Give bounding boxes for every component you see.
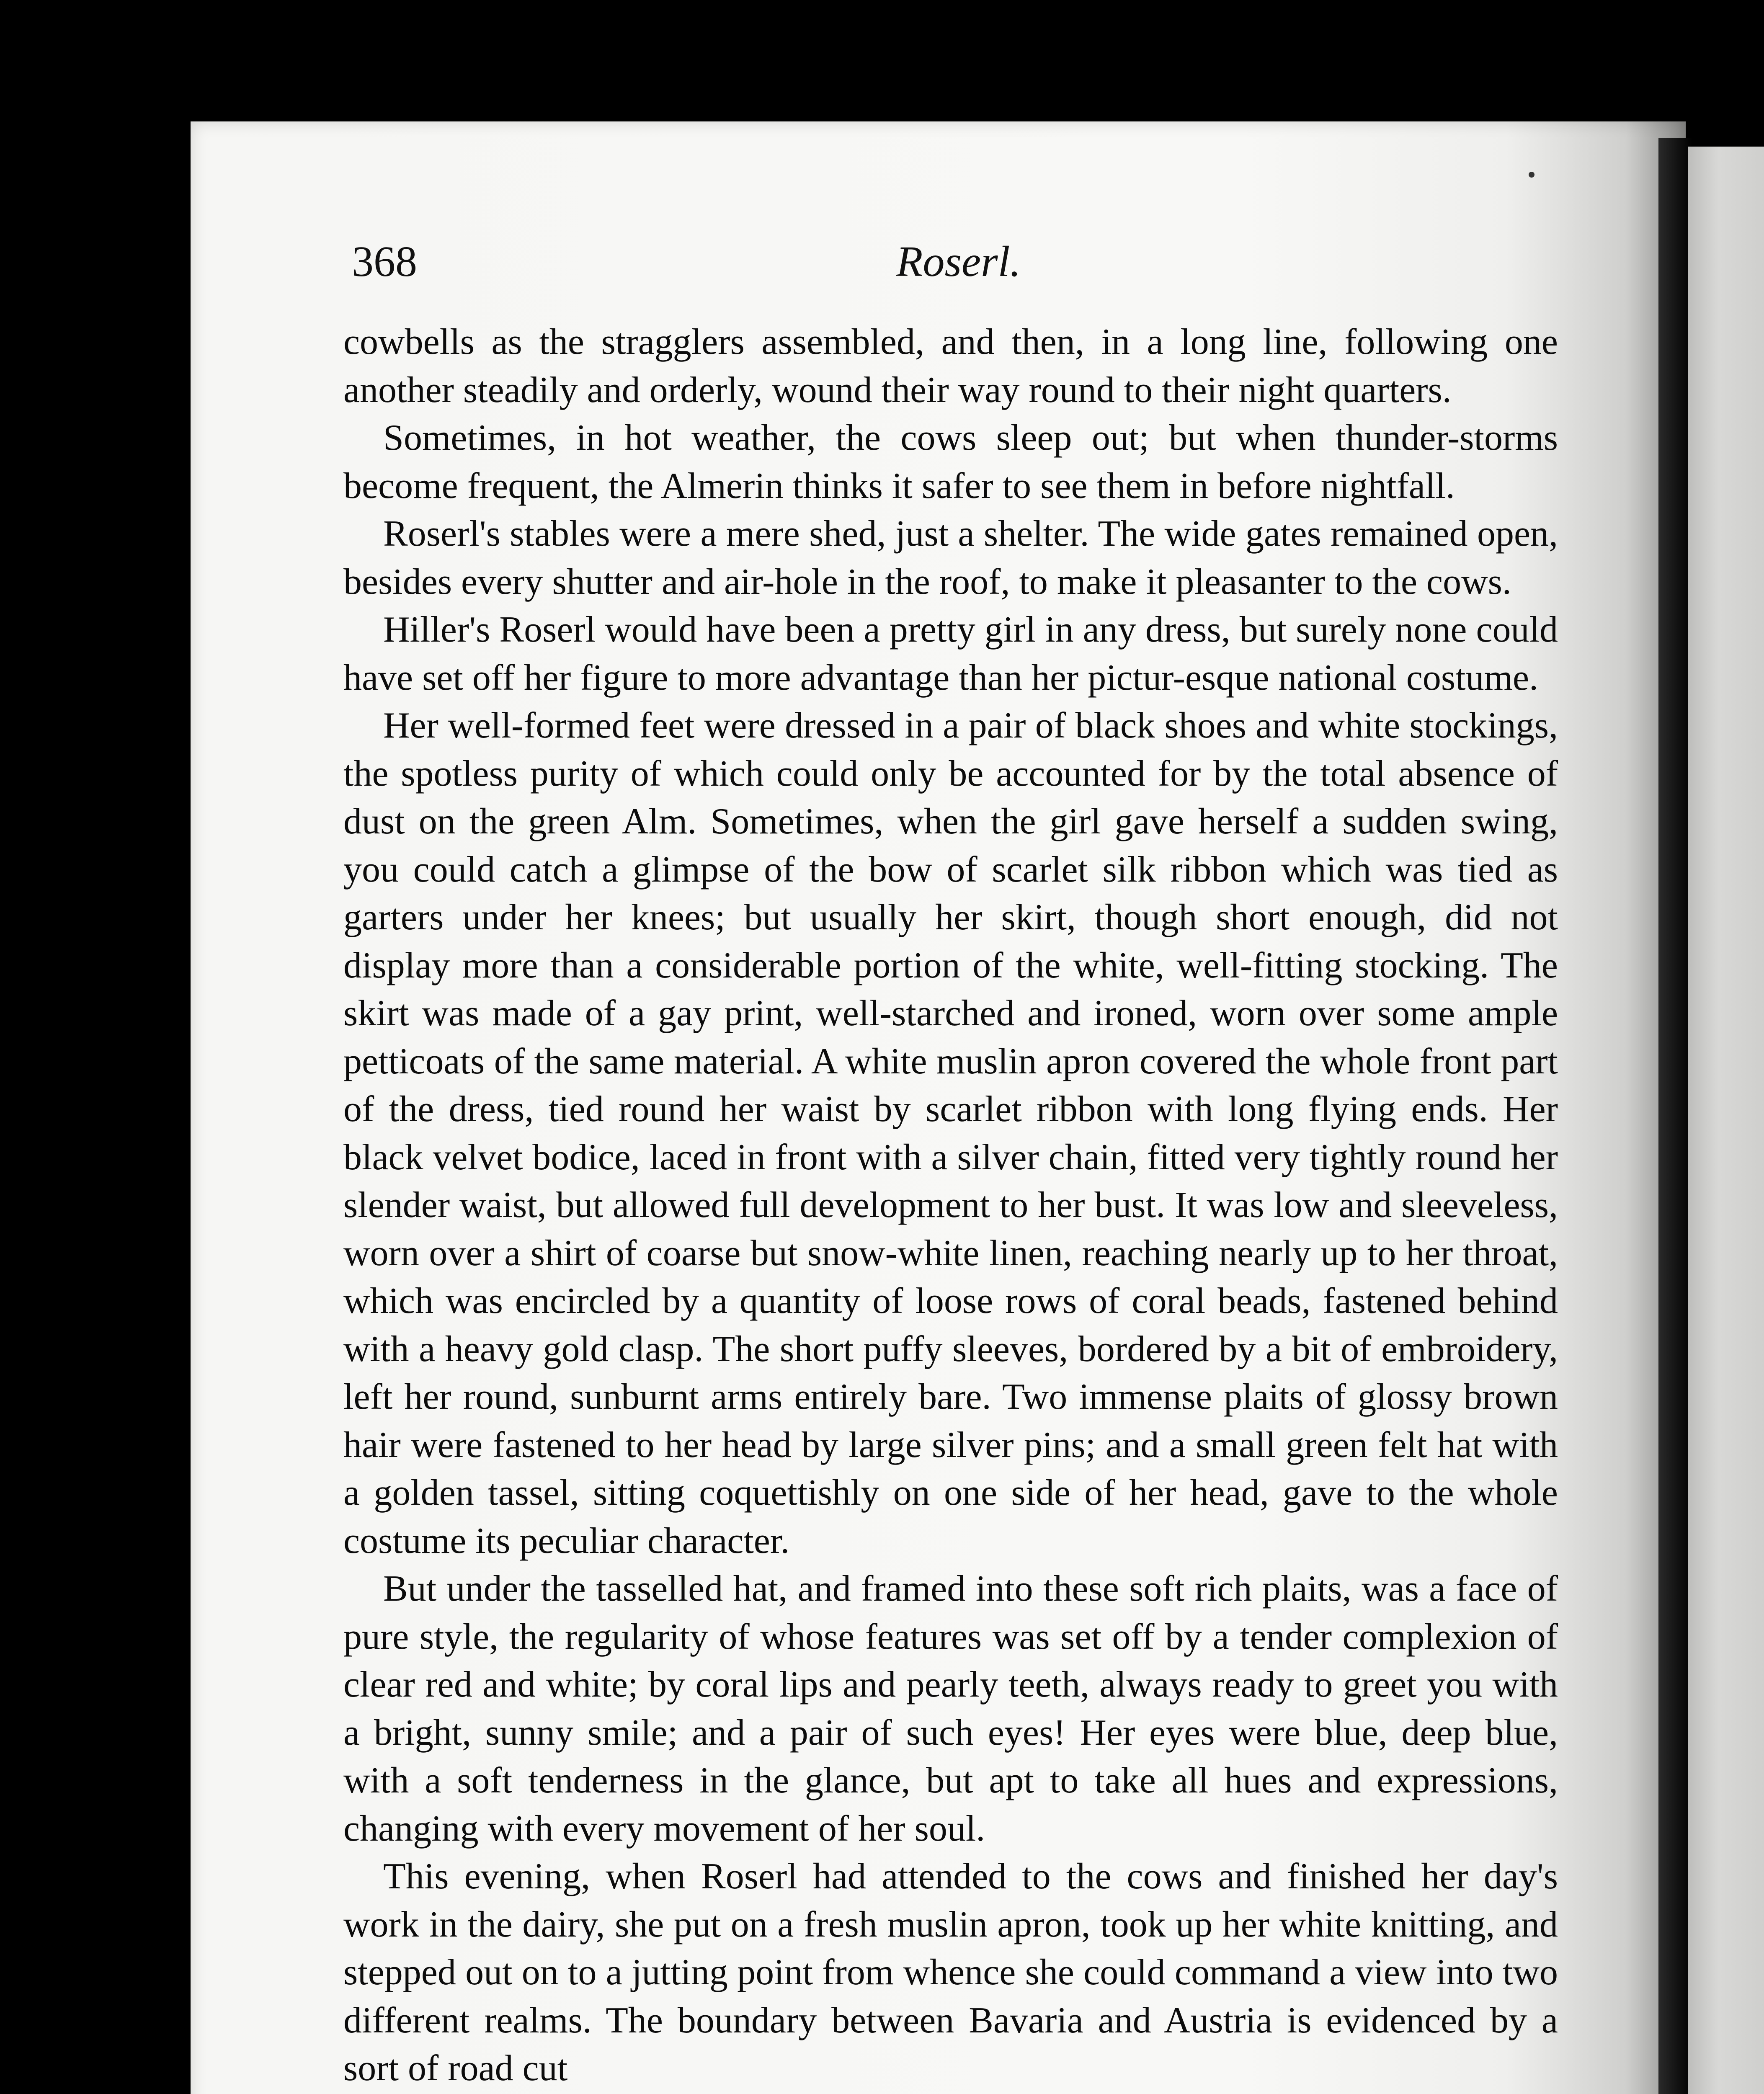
paragraph: But under the tasselled hat, and framed into these soft rich plaits, was a face of pure style, the regularity of whose features was set off by a tender complexion of clear red and white; by coral lips and pearly teeth, always ready to greet you with a bright, sunny smile; and a pair of such eyes! Her eyes were blue, deep blue, with a soft tenderness in the glance, but apt to take all hues and expressions, changing with every movement of her soul.: [343, 1568, 1558, 1849]
paragraph: cowbells as the stragglers assembled, and then, in a long line, following one another steadily and orderly, wound their way round to their night quarters.: [343, 322, 1558, 410]
running-title: Roserl.: [896, 237, 1021, 286]
paragraph: Hiller's Roserl would have been a pretty girl in any dress, but surely none could have set off her figure to more advantage than her pictur-esque national costume.: [343, 609, 1558, 698]
paragraph: This evening, when Roserl had attended to the cows and finished her day's work in the dairy, she put on a fresh muslin apron, took up her white knitting, and stepped out on to a jutting point from whence she could command a view into two different realms. The boundary between Bavaria and Austria is evidenced by a sort of road cut: [343, 1856, 1558, 2089]
paragraph: Roserl's stables were a mere shed, just a shelter. The wide gates remained open, besides every shutter and air-hole in the roof, to make it pleasanter to the cows.: [343, 513, 1558, 602]
facing-page-edge: [1688, 147, 1764, 2094]
running-head: [352, 235, 1558, 289]
gutter-shadow: [1658, 138, 1692, 2094]
body-text: [343, 318, 1558, 2093]
scan-speck: [1529, 172, 1534, 178]
paragraph: Her well-formed feet were dressed in a pair of black shoes and white stockings, the spotless purity of which could only be accounted for by the total absence of dust on the green Alm. Sometimes, when the girl gave herself a sudden swing, you could catch a glimpse of the bow of scarlet silk ribbon which was tied as garters under her knees; but usually her skirt, though short enough, did not display more than a considerable portion of the white, well-fitting stocking. The skirt was made of a gay print, well-starched and ironed, worn over some ample petticoats of the same material. A white muslin apron covered the whole front part of the dress, tied round her waist by scarlet ribbon with long flying ends. Her black velvet bodice, laced in front with a silver chain, fitted very tightly round her slender waist, but allowed full development to her bust. It was low and sleeveless, worn over a shirt of coarse but snow-white linen, reaching nearly up to her throat, which was encircled by a quantity of loose rows of coral beads, fastened behind with a heavy gold clasp. The short puffy sleeves, bordered by a bit of embroidery, left her round, sunburnt arms entirely bare. Two immense plaits of glossy brown hair were fastened to her head by large silver pins; and a small green felt hat with a golden tassel, sitting coquettishly on one side of her head, gave to the whole costume its peculiar character.: [343, 705, 1558, 1561]
paragraph: Sometimes, in hot weather, the cows sleep out; but when thunder-storms become frequent, the Almerin thinks it safer to see them in before nightfall.: [343, 418, 1558, 506]
page-number: 368: [352, 237, 417, 286]
